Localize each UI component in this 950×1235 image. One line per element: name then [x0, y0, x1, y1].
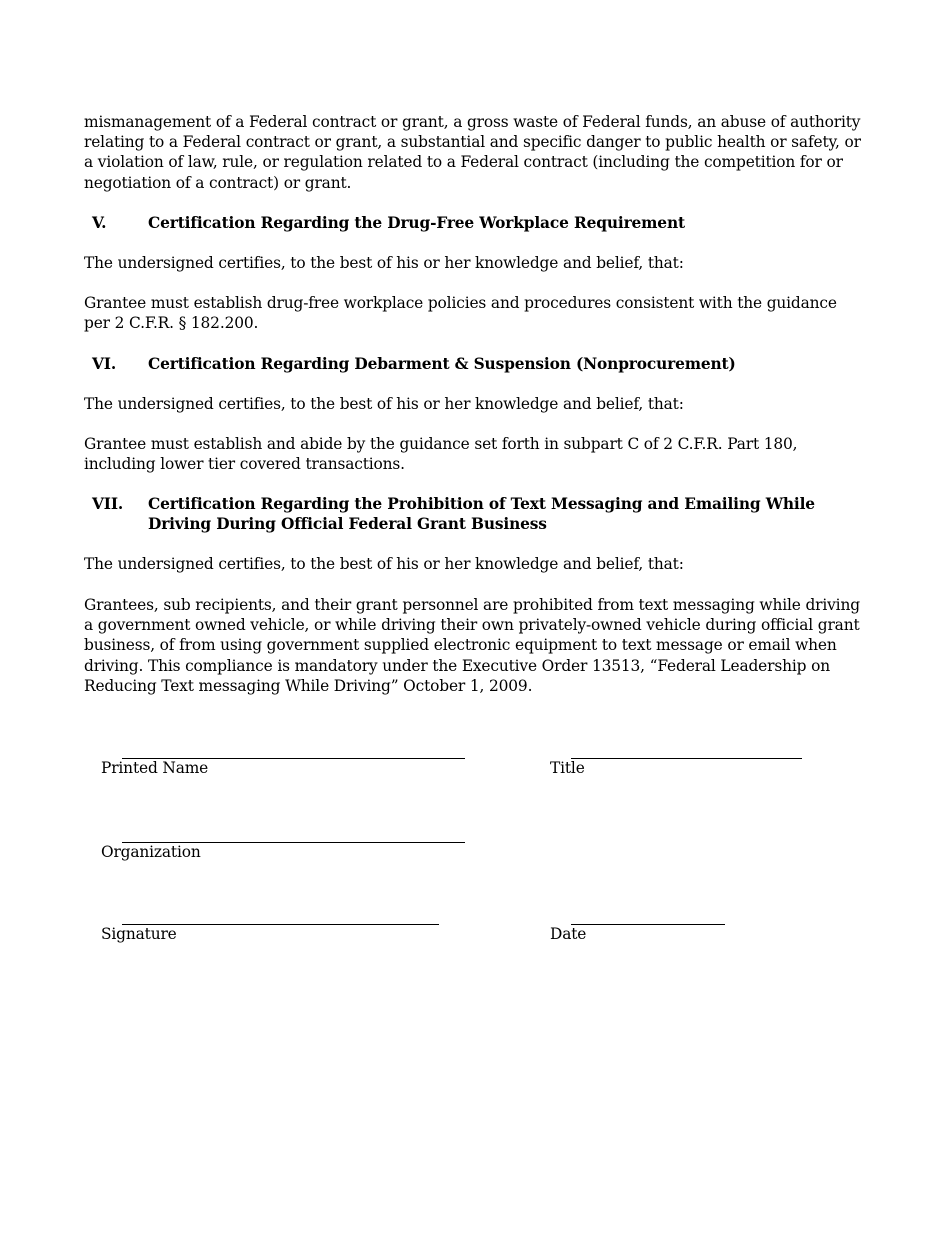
signature-label: Signature: [101, 925, 177, 943]
section-vi-number: VI.: [92, 355, 117, 373]
printed-name-label: Printed Name: [101, 759, 209, 777]
section-v-number: V.: [92, 214, 107, 232]
section-v-certifies-text: The undersigned certifies, to the best of his or her knowledge and belief, that:: [84, 254, 684, 272]
title-label: Title: [550, 759, 585, 777]
section-v-body: Grantee must establish drug-free workplace policies and procedures consistent with the guidance per 2 C.F.R. § 182.200.: [84, 294, 837, 333]
section-vii-certifies-text: The undersigned certifies, to the best of his or her knowledge and belief, that:: [84, 555, 684, 573]
section-vi-certifies-text: The undersigned certifies, to the best of his or her knowledge and belief, that:: [84, 395, 684, 413]
date-label: Date: [550, 925, 587, 943]
section-vi-body: Grantee must establish and abide by the guidance set forth in subpart C of 2 C.F.R. Part 180, including lower tier covered transactions.: [84, 435, 798, 474]
section-vii-title: Certification Regarding the Prohibition of Text Messaging and Emailing While Driving During Official Federal Grant Business: [148, 495, 815, 534]
section-vi-title: Certification Regarding Debarment & Suspension (Nonprocurement): [148, 355, 736, 373]
section-v-title: Certification Regarding the Drug-Free Workplace Requirement: [148, 214, 685, 232]
section-vii-body: Grantees, sub recipients, and their grant personnel are prohibited from text messaging while driving a government owned vehicle, or while driving their own privately-owned vehicle during official grant business, of from using government supplied electronic equipment to text message or email when driving. This compliance is mandatory under the Executive Order 13513, “Federal Leadership on Reducing Text messaging While Driving” October 1, 2009.: [84, 596, 860, 695]
date-line[interactable]: [571, 924, 725, 925]
section-vii-number: VII.: [92, 495, 124, 513]
organization-label: Organization: [101, 843, 201, 861]
intro-paragraph: mismanagement of a Federal contract or grant, a gross waste of Federal funds, an abuse of authority relating to a Federal contract or grant, a substantial and specific danger to public health or safety, or a violation of law, rule, or regulation related to a Federal contract (including the competition for or negotiation of a contract) or grant.: [84, 113, 861, 192]
title-line[interactable]: [571, 758, 802, 759]
